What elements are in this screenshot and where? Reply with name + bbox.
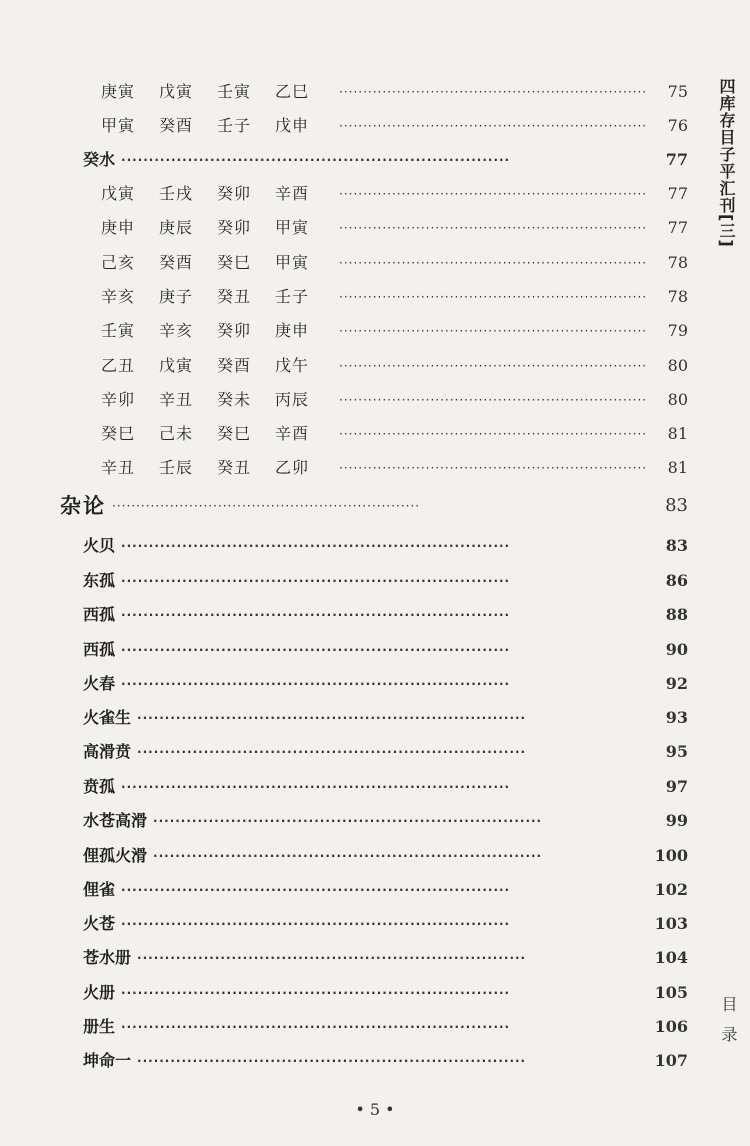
pillar-cell: 辛丑: [101, 458, 136, 477]
toc-entry-pillar[interactable]: [101, 455, 688, 481]
entry-label: 水苍高滑: [83, 811, 148, 830]
page-ref: 107: [654, 1051, 688, 1070]
page-ref: 78: [667, 287, 688, 306]
page-ref: 81: [667, 458, 688, 477]
page-ref: 104: [654, 948, 688, 967]
dot-leader: ······································································: [121, 986, 511, 1000]
pillar-cell: 壬子: [217, 116, 252, 135]
pillar-cell: 癸卯: [217, 184, 252, 203]
toc-entry[interactable]: [83, 602, 688, 628]
toc-entry-pillar[interactable]: [101, 113, 688, 139]
entry-label: 苍水册: [83, 948, 132, 967]
page-ref: 93: [665, 708, 688, 727]
page-ref: 86: [665, 571, 688, 590]
dot-leader: ······································································: [121, 677, 511, 691]
pillar-cell: 戊午: [275, 356, 310, 375]
pillar-cell: 壬辰: [159, 458, 194, 477]
toc-entry-pillar[interactable]: [101, 250, 688, 276]
dot-leader: ································································: [339, 221, 648, 235]
toc-entry[interactable]: [83, 533, 688, 559]
pillar-cell: 戊申: [275, 116, 310, 135]
page-ref: 105: [654, 983, 688, 1002]
toc-entry-pillar[interactable]: [101, 353, 688, 379]
page-ref: 77: [667, 184, 688, 203]
entry-label: 火贝: [83, 536, 116, 555]
toc-entry[interactable]: [83, 1048, 688, 1074]
pillar-cell: 甲寅: [275, 218, 310, 237]
pillar-cell: 辛酉: [275, 184, 310, 203]
dot-leader: ································································: [339, 461, 648, 475]
pillar-cell: 辛亥: [159, 321, 194, 340]
pillar-cell: 己亥: [101, 253, 136, 272]
dot-leader: ······································································: [121, 917, 511, 931]
dot-leader: ······································································: [153, 849, 543, 863]
running-title: 四库存目子平汇刊[三]: [717, 78, 736, 248]
section-label: 癸水: [83, 150, 116, 169]
toc-entry[interactable]: [83, 980, 688, 1006]
pillar-cell: 戊寅: [159, 356, 194, 375]
dot-leader: ······································································: [121, 1020, 511, 1034]
page-ref: 76: [667, 116, 688, 135]
dot-leader: ······································································: [121, 574, 511, 588]
page-ref: 102: [654, 880, 688, 899]
page-ref: 106: [654, 1017, 688, 1036]
toc-entry[interactable]: [83, 739, 688, 765]
toc-entry[interactable]: [83, 808, 688, 834]
toc-entry-pillar[interactable]: [101, 318, 688, 344]
toc-entry-pillar[interactable]: [101, 79, 688, 105]
page-ref: 92: [665, 674, 688, 693]
toc-entry[interactable]: [83, 1014, 688, 1040]
toc-entry[interactable]: [83, 637, 688, 663]
entry-label: 贲孤: [83, 777, 116, 796]
pillar-cell: 癸卯: [217, 321, 252, 340]
dot-leader: ································································: [339, 324, 648, 338]
toc-entry-pillar[interactable]: [101, 284, 688, 310]
toc-entry-pillar[interactable]: [101, 181, 688, 207]
toc-entry[interactable]: [83, 945, 688, 971]
toc-entry[interactable]: [83, 911, 688, 937]
entry-label: 西孤: [83, 640, 116, 659]
dot-leader: ································································: [339, 119, 648, 133]
pillar-cell: 辛丑: [159, 390, 194, 409]
page-ref: 90: [665, 640, 688, 659]
pillar-cell: 癸酉: [159, 253, 194, 272]
pillar-cell: 辛卯: [101, 390, 136, 409]
pillar-cell: 癸卯: [217, 218, 252, 237]
pillar-cell: 癸酉: [159, 116, 194, 135]
toc-section-zalun[interactable]: [60, 490, 688, 522]
page-ref: 77: [667, 218, 688, 237]
pillar-cell: 癸巳: [217, 253, 252, 272]
dot-leader: ································································: [339, 187, 648, 201]
toc-entry-pillar[interactable]: [101, 215, 688, 241]
dot-leader: ······································································: [137, 1054, 527, 1068]
pillar-cell: 丙辰: [275, 390, 310, 409]
toc-section-gui-shui[interactable]: [83, 147, 688, 173]
toc-entry[interactable]: [83, 774, 688, 800]
page-ref: 97: [665, 777, 688, 796]
page-ref: 83: [665, 536, 688, 555]
pillar-cell: 癸巳: [217, 424, 252, 443]
page-number: • 5 •: [355, 1100, 395, 1119]
dot-leader: ······································································: [121, 883, 511, 897]
entry-label: 俚雀: [83, 880, 116, 899]
dot-leader: ································································: [339, 290, 648, 304]
running-section: 目录: [719, 996, 738, 1056]
pillar-cell: 癸巳: [101, 424, 136, 443]
entry-label: 火雀生: [83, 708, 132, 727]
dot-leader: ······································································: [121, 539, 511, 553]
dot-leader: ································································: [339, 359, 648, 373]
toc-entry-pillar[interactable]: [101, 387, 688, 413]
pillar-cell: 乙丑: [101, 356, 136, 375]
toc-entry[interactable]: [83, 671, 688, 697]
page-ref: 80: [667, 356, 688, 375]
pillar-cell: 壬戌: [159, 184, 194, 203]
dot-leader: ································································: [112, 499, 421, 513]
dot-leader: ······································································: [153, 814, 543, 828]
page-ref: 83: [665, 495, 688, 516]
dot-leader: ································································: [339, 256, 648, 270]
pillar-cell: 甲寅: [101, 116, 136, 135]
pillar-cell: 庚申: [275, 321, 310, 340]
entry-label: 坤命一: [83, 1051, 132, 1070]
pillar-cell: 庚寅: [101, 82, 136, 101]
dot-leader: ······································································: [137, 745, 527, 759]
entry-label: 册生: [83, 1017, 116, 1036]
page-ref: 78: [667, 253, 688, 272]
entry-label: 火册: [83, 983, 116, 1002]
toc-entry[interactable]: [83, 877, 688, 903]
pillar-cell: 庚辰: [159, 218, 194, 237]
pillar-cell: 辛酉: [275, 424, 310, 443]
page-ref: 99: [665, 811, 688, 830]
entry-label: 西孤: [83, 605, 116, 624]
pillar-cell: 乙卯: [275, 458, 310, 477]
pillar-cell: 庚申: [101, 218, 136, 237]
pillar-cell: 辛亥: [101, 287, 136, 306]
dot-leader: ······································································: [121, 608, 511, 622]
dot-leader: ································································: [339, 393, 648, 407]
pillar-cell: 壬寅: [217, 82, 252, 101]
pillar-cell: 癸丑: [217, 458, 252, 477]
pillar-cell: 甲寅: [275, 253, 310, 272]
pillar-cell: 戊寅: [159, 82, 194, 101]
page-ref: 81: [667, 424, 688, 443]
entry-label: 俚孤火滑: [83, 846, 148, 865]
page-ref: 80: [667, 390, 688, 409]
pillar-cell: 乙巳: [275, 82, 310, 101]
page-ref: 103: [654, 914, 688, 933]
page-ref: 95: [665, 742, 688, 761]
entry-label: 火春: [83, 674, 116, 693]
pillar-cell: 壬寅: [101, 321, 136, 340]
pillar-cell: 癸未: [217, 390, 252, 409]
page-ref: 100: [654, 846, 688, 865]
pillar-cell: 庚子: [159, 287, 194, 306]
entry-label: 高滑贲: [83, 742, 132, 761]
page-ref: 75: [667, 82, 688, 101]
dot-leader: ································································: [339, 427, 648, 441]
pillar-cell: 己未: [159, 424, 194, 443]
dot-leader: ······································································: [121, 780, 511, 794]
page-ref: 77: [665, 150, 688, 169]
pillar-cell: 壬子: [275, 287, 310, 306]
toc-entry[interactable]: [83, 568, 688, 594]
pillar-cell: 癸丑: [217, 287, 252, 306]
toc-entry-pillar[interactable]: [101, 421, 688, 447]
toc-entry[interactable]: [83, 705, 688, 731]
dot-leader: ······································································: [121, 643, 511, 657]
entry-label: 东孤: [83, 571, 116, 590]
toc-entry[interactable]: [83, 843, 688, 869]
entry-label: 火苍: [83, 914, 116, 933]
dot-leader: ······································································: [137, 951, 527, 965]
page-ref: 79: [667, 321, 688, 340]
dot-leader: ······································································: [137, 711, 527, 725]
dot-leader: ································································: [339, 85, 648, 99]
section-heading: 杂论: [60, 493, 106, 518]
page-ref: 88: [665, 605, 688, 624]
dot-leader: ······································································: [121, 153, 511, 167]
pillar-cell: 戊寅: [101, 184, 136, 203]
pillar-cell: 癸酉: [217, 356, 252, 375]
